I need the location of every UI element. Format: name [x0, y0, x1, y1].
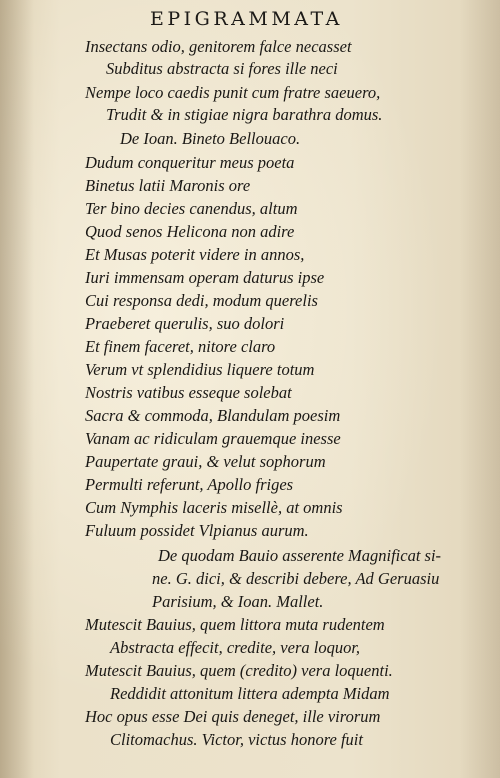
verse-line: Insectans odio, genitorem falce necasset	[85, 37, 352, 56]
verse-line: Praeberet querulis, suo dolori	[85, 314, 285, 333]
verse-line: Cum Nymphis laceris misellè, at omnis	[85, 498, 343, 517]
verse-line: Reddidit attonitum littera adempta Midam	[110, 684, 390, 703]
running-head: EPIGRAMMATA	[150, 8, 343, 30]
verse-line: Mutescit Bauius, quem littora muta rudentem	[85, 615, 385, 634]
section-heading: De Ioan. Bineto Bellouaco.	[120, 129, 301, 148]
verse-line: Clitomachus. Victor, victus honore fuit	[110, 730, 363, 749]
verse-line: Dudum conqueritur meus poeta	[85, 153, 295, 172]
verse-line: Et finem faceret, nitore claro	[85, 337, 276, 356]
verse-line: Paupertate graui, & velut sophorum	[85, 452, 326, 471]
section-heading: Parisium, & Ioan. Mallet.	[152, 592, 324, 611]
verse-line: Mutescit Bauius, quem (credito) vera loquenti.	[85, 661, 393, 680]
verse-line: Nostris vatibus esseque solebat	[85, 383, 292, 402]
verse-line: Nempe loco caedis punit cum fratre saeuero,	[85, 83, 381, 102]
verse-line: Sacra & commoda, Blandulam poesim	[85, 406, 341, 425]
section-heading: De quodam Bauio asserente Magnificat si-	[158, 546, 442, 565]
verse-line: Binetus latii Maronis ore	[85, 176, 251, 195]
verse-line: Et Musas poterit videre in annos,	[85, 245, 305, 264]
verse-line: Hoc opus esse Dei quis deneget, ille virorum	[85, 707, 381, 726]
verse-line: Cui responsa dedi, modum querelis	[85, 291, 318, 310]
verse-line: Abstracta effecit, credite, vera loquor,	[110, 638, 361, 657]
verse-line: Iuri immensam operam daturus ipse	[85, 268, 325, 287]
verse-line: Verum vt splendidius liquere totum	[85, 360, 315, 379]
verse-line: Permulti referunt, Apollo friges	[85, 475, 294, 494]
verse-line: Fuluum possidet Vlpianus aurum.	[85, 521, 309, 540]
verse-line: Ter bino decies canendus, altum	[85, 199, 298, 218]
section-heading: ne. G. dici, & describi debere, Ad Geruasiu	[152, 569, 440, 588]
verse-line: Vanam ac ridiculam grauemque inesse	[85, 429, 341, 448]
verse-line: Subditus abstracta si fores ille neci	[106, 59, 338, 78]
verse-line: Quod senos Helicona non adire	[85, 222, 295, 241]
verse-line: Trudit & in stigiae nigra barathra domus.	[106, 105, 383, 124]
